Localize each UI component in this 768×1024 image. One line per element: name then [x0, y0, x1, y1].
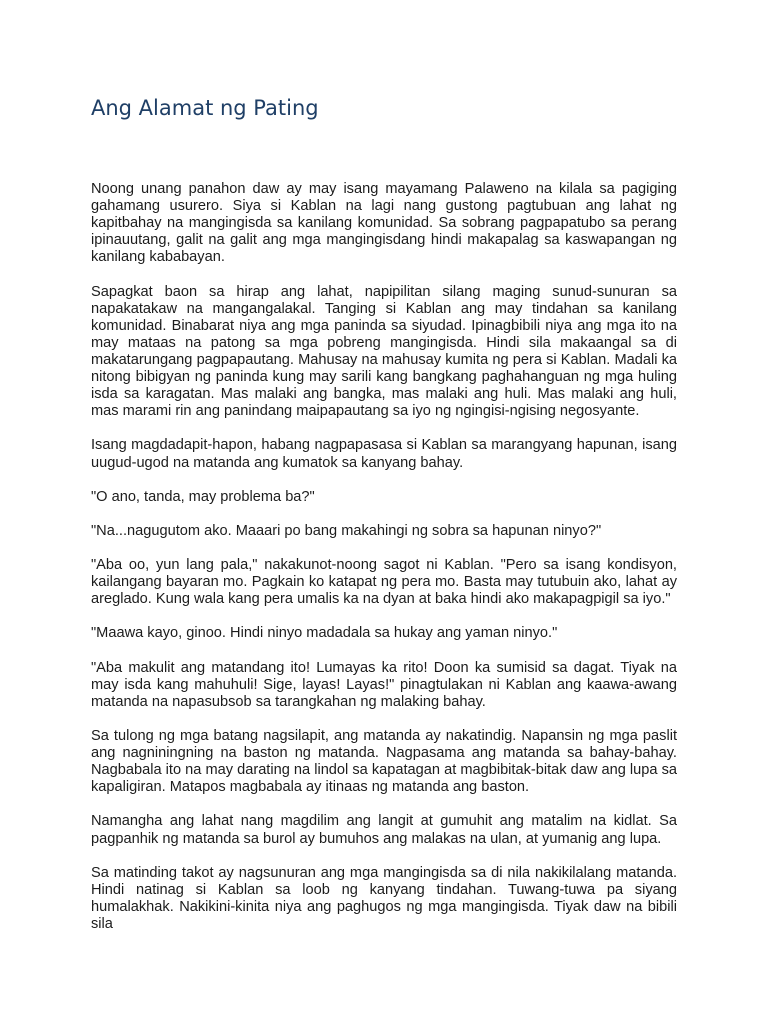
- dialogue-paragraph: "O ano, tanda, may problema ba?": [91, 488, 315, 505]
- paragraph: Namangha ang lahat nang magdilim ang langit at gumuhit ang matalim na kidlat. Sa pagpanhik ng matanda sa burol ay bumuhos ang malakas na ulan, at yumanig ang lupa.: [91, 813, 677, 847]
- dialogue-paragraph: "Aba makulit ang matandang ito! Lumayas ka rito! Doon ka sumisid sa dagat. Tiyak na may isda kang mahuhuli! Sige, layas! Layas!" pinagtulakan ni Kablan ang kaawa-awang matanda na napasubsob sa tarangkahan ng malaking bahay.: [91, 659, 677, 710]
- dialogue-paragraph: "Aba oo, yun lang pala," nakakunot-noong sagot ni Kablan. "Pero sa isang kondisyon, kailangang bayaran mo. Pagkain ko katapat ng pera mo. Basta may tutubuin ako, lahat ay areglado. Kung wala kang pera umalis ka na dyan at baka hindi ako makapagpigil sa iyo.": [91, 557, 677, 608]
- paragraph: Isang magdadapit-hapon, habang nagpapasasa si Kablan sa marangyang hapunan, isang uugud-ugod na matanda ang kumatok sa kanyang bahay.: [91, 437, 677, 471]
- paragraph: Sa matinding takot ay nagsunuran ang mga mangingisda sa di nila nakikilalang matanda. Hindi natinag si Kablan sa loob ng kanyang tindahan. Tuwang-tuwa pa siyang humalakhak. Nakikini-kinita niya ang paghugos ng mga mangingisda. Tiyak daw na bibili sila: [91, 864, 677, 933]
- document-body: [91, 181, 677, 933]
- document-title: Ang Alamat ng Pating: [91, 96, 319, 120]
- dialogue-paragraph: "Na...nagugutom ako. Maaari po bang makahingi ng sobra sa hapunan ninyo?": [91, 522, 602, 539]
- paragraph: Sapagkat baon sa hirap ang lahat, napipilitan silang maging sunud-sunuran sa napakatakaw na mangangalakal. Tanging si Kablan ang may tindahan sa kanilang komunidad. Binabarat niya ang mga paninda sa siyudad. Ipinagbibili niya ang mga ito na may mataas na patong sa mga pobreng mangingisda. Hindi sila makaangal sa di makatarungang pagpapautang. Mahusay na mahusay kumita ng pera si Kablan. Madali ka nitong bibigyan ng paninda kung may sarili kang bangkang paghahanguan ng mga huling isda sa karagatan. Mas malaki ang bangka, mas malaki ang huli. Mas malaki ang huli, mas marami rin ang panindang maipapautang sa iyo ng ngingisi-ngising negosyante.: [91, 283, 677, 420]
- paragraph: Noong unang panahon daw ay may isang mayamang Palaweno na kilala sa pagiging gahamang usurero. Siya si Kablan na lagi nang gustong pagtubuan ang lahat ng kapitbahay na mangingisda sa kanilang komunidad. Sa sobrang pagpapatubo sa perang ipinauutang, galit na galit ang mga mangingisdang hindi makapalag sa kaswapangan ng kanilang kababayan.: [91, 181, 677, 266]
- dialogue-paragraph: "Maawa kayo, ginoo. Hindi ninyo madadala sa hukay ang yaman ninyo.": [91, 625, 558, 642]
- paragraph: Sa tulong ng mga batang nagsilapit, ang matanda ay nakatindig. Napansin ng mga paslit ang nagniningning na baston ng matanda. Nagpasama ang matanda sa bahay-bahay. Nagbabala ito na may darating na lindol sa kapatagan at magbibitak-bitak daw ang lupa sa kapaligiran. Matapos magbabala ay itinaas ng matanda ang baston.: [91, 728, 677, 796]
